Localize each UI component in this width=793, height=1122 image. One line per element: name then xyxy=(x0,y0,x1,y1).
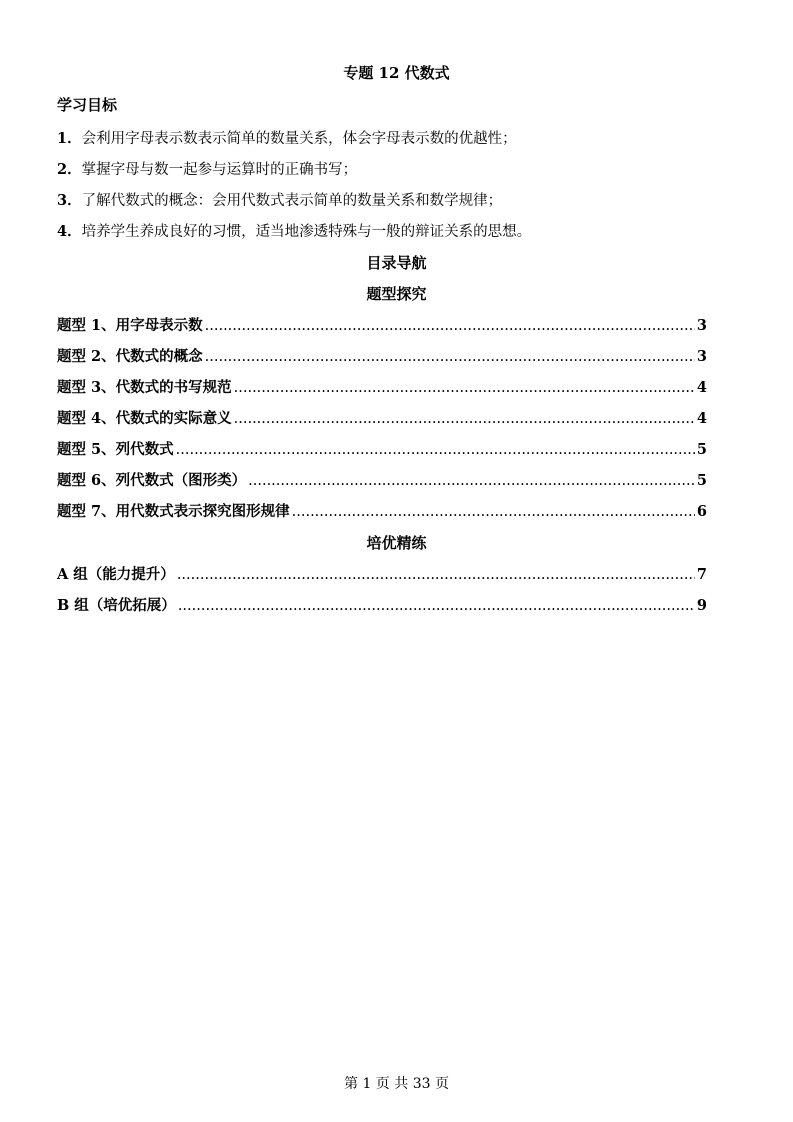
objectives-heading: 学习目标 xyxy=(57,96,118,114)
toc-heading: 目录导航 xyxy=(366,254,427,272)
toc-entry[interactable] xyxy=(57,438,707,459)
toc-entry-page: 7 xyxy=(696,566,707,583)
toc-leader-dots xyxy=(177,567,695,583)
objective-number: 2． xyxy=(57,161,82,178)
toc-entry-page: 3 xyxy=(696,348,707,365)
toc-entry[interactable] xyxy=(57,376,707,397)
objective-number: 3． xyxy=(57,192,82,209)
toc-entry-label: 题型 2、代数式的概念 xyxy=(57,348,203,365)
toc-entry-page: 5 xyxy=(696,441,707,458)
objective-item xyxy=(57,127,517,148)
explore-heading: 题型探究 xyxy=(366,285,427,303)
toc-entry[interactable] xyxy=(57,345,707,366)
toc-entry-label: 题型 3、代数式的书写规范 xyxy=(57,379,232,396)
page-footer: 第 1 页 共 33 页 xyxy=(344,1076,449,1092)
toc-entry-page: 3 xyxy=(696,317,707,334)
document-title: 专题 12 代数式 xyxy=(343,64,450,82)
objective-text: 掌握字母与数一起参与运算时的正确书写； xyxy=(81,162,358,178)
toc-leader-dots xyxy=(205,349,695,365)
toc-leader-dots xyxy=(178,598,695,614)
toc-entry[interactable] xyxy=(57,469,707,490)
toc-entry[interactable] xyxy=(57,407,707,428)
objective-text: 会利用字母表示数表示简单的数量关系，体会字母表示数的优越性； xyxy=(81,131,517,147)
toc-entry-label: 题型 5、列代数式 xyxy=(57,441,174,458)
toc-entry-label: 题型 6、列代数式（图形类） xyxy=(57,472,247,489)
toc-leader-dots xyxy=(234,380,695,396)
toc-entry[interactable] xyxy=(57,314,707,335)
objective-text: 了解代数式的概念：会用代数式表示简单的数量关系和数学规律； xyxy=(81,193,503,209)
toc-entry-page: 4 xyxy=(696,379,707,396)
objective-number: 1． xyxy=(57,130,82,147)
objective-item xyxy=(57,189,502,210)
toc-leader-dots xyxy=(234,411,695,427)
toc-leader-dots xyxy=(176,442,695,458)
objective-number: 4． xyxy=(57,223,82,240)
toc-entry[interactable] xyxy=(57,594,707,615)
objective-item xyxy=(57,220,531,241)
toc-leader-dots xyxy=(205,318,695,334)
toc-entry-page: 9 xyxy=(696,597,707,614)
toc-entry-page: 4 xyxy=(696,410,707,427)
toc-entry-label: A 组（能力提升） xyxy=(57,566,175,583)
objective-item xyxy=(57,158,357,179)
toc-leader-dots xyxy=(248,473,695,489)
toc-entry[interactable] xyxy=(57,500,707,521)
toc-entry-page: 6 xyxy=(696,503,707,520)
toc-entry-label: 题型 7、用代数式表示探究图形规律 xyxy=(57,503,290,520)
toc-entry-label: B 组（培优拓展） xyxy=(57,597,176,614)
toc-entry-label: 题型 4、代数式的实际意义 xyxy=(57,410,232,427)
toc-entry-page: 5 xyxy=(696,472,707,489)
practice-heading: 培优精练 xyxy=(366,534,427,552)
toc-entry-label: 题型 1、用字母表示数 xyxy=(57,317,203,334)
toc-entry[interactable] xyxy=(57,563,707,584)
toc-leader-dots xyxy=(292,504,695,520)
objective-text: 培养学生养成良好的习惯，适当地渗透特殊与一般的辩证关系的思想。 xyxy=(81,224,532,240)
